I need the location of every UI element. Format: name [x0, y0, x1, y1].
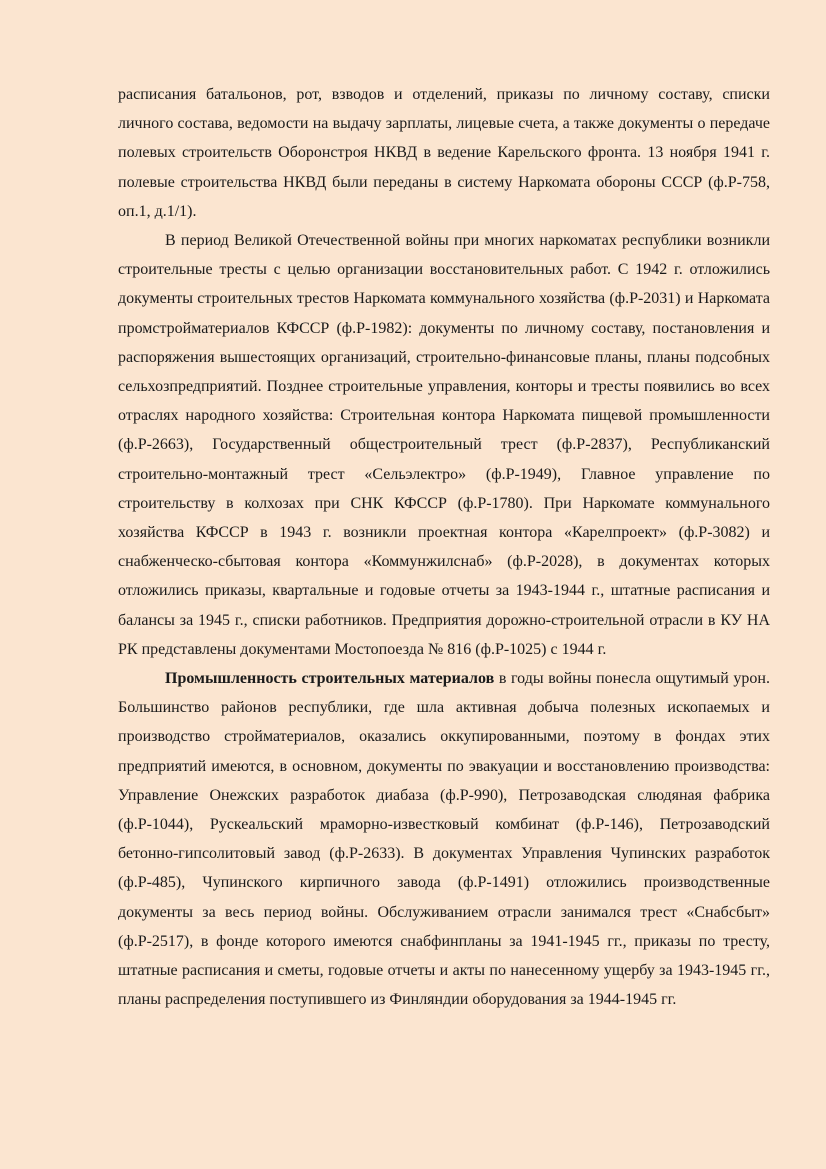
document-page [118, 80, 770, 1015]
paragraph-building-materials [118, 664, 770, 1014]
paragraph-bold-lead: Промышленность строительных материалов [165, 670, 495, 688]
paragraph-continuation: расписания батальонов, рот, взводов и отделений, приказы по личному составу, списки личного состава, ведомости на выдачу зарплаты, лицевые счета, а также документы о передаче полевых строительств Оборонстроя НКВД в ведение Карельского фронта. 13 ноября 1941 г. полевые строительства НКВД были переданы в систему Наркомата обороны СССР (ф.Р-758, оп.1, д.1/1). [118, 86, 770, 220]
paragraph-construction-trusts: В период Великой Отечественной войны при многих наркоматах республики возникли строительные тресты с целью организации восстановительных работ. С 1942 г. отложились документы строительных трестов Наркомата коммунального хозяйства (ф.Р-2031) и Наркомата промстройматериалов КФССР (ф.Р-1982): документы по личному составу, постановления и распоряжения вышестоящих организаций, строительно-финансовые планы, планы подсобных сельхозпредприятий. Позднее строительные управления, конторы и тресты появились во всех отраслях народного хозяйства: Строительная контора Наркомата пищевой промышленности (ф.Р-2663), Государственный общестроительный трест (ф.Р-2837), Республиканский строительно-монтажный трест «Сельэлектро» (ф.Р-1949), Главное управление по строительству в колхозах при СНК КФССР (ф.Р-1780). При Наркомате коммунального хозяйства КФССР в 1943 г. возникли проектная контора «Карелпроект» (ф.Р-3082) и снабженческо-сбытовая контора «Коммунжилснаб» (ф.Р-2028), в документах которых отложились приказы, квартальные и годовые отчеты за 1943-1944 г., штатные расписания и балансы за 1945 г., списки работников. Предприятия дорожно-строительной отрасли в КУ НА РК представлены документами Мостопоезда № 816 (ф.Р-1025) с 1944 г. [118, 232, 770, 658]
paragraph-body: в годы войны понесла ощутимый урон. Большинство районов республики, где шла активная добыча полезных ископаемых и производство стройматериалов, оказались оккупированными, поэтому в фондах этих предприятий имеются, в основном, документы по эвакуации и восстановлению производства: Управление Онежских разработок диабаза (ф.Р-990), Петрозаводская слюдяная фабрика (ф.Р-1044), Рускеальский мраморно-известковый комбинат (ф.Р-146), Петрозаводский бетонно-гипсолитовый завод (ф.Р-2633). В документах Управления Чупинских разработок (ф.Р-485), Чупинского кирпичного завода (ф.Р-1491) отложились производственные документы за весь период войны. Обслуживанием отрасли занимался трест «Снабсбыт» (ф.Р-2517), в фонде которого имеются снабфинпланы за 1941-1945 гг., приказы по тресту, штатные расписания и сметы, годовые отчеты и акты по нанесенному ущербу за 1943-1945 гг., планы распределения поступившего из Финляндии оборудования за 1944-1945 гг. [118, 670, 770, 1009]
